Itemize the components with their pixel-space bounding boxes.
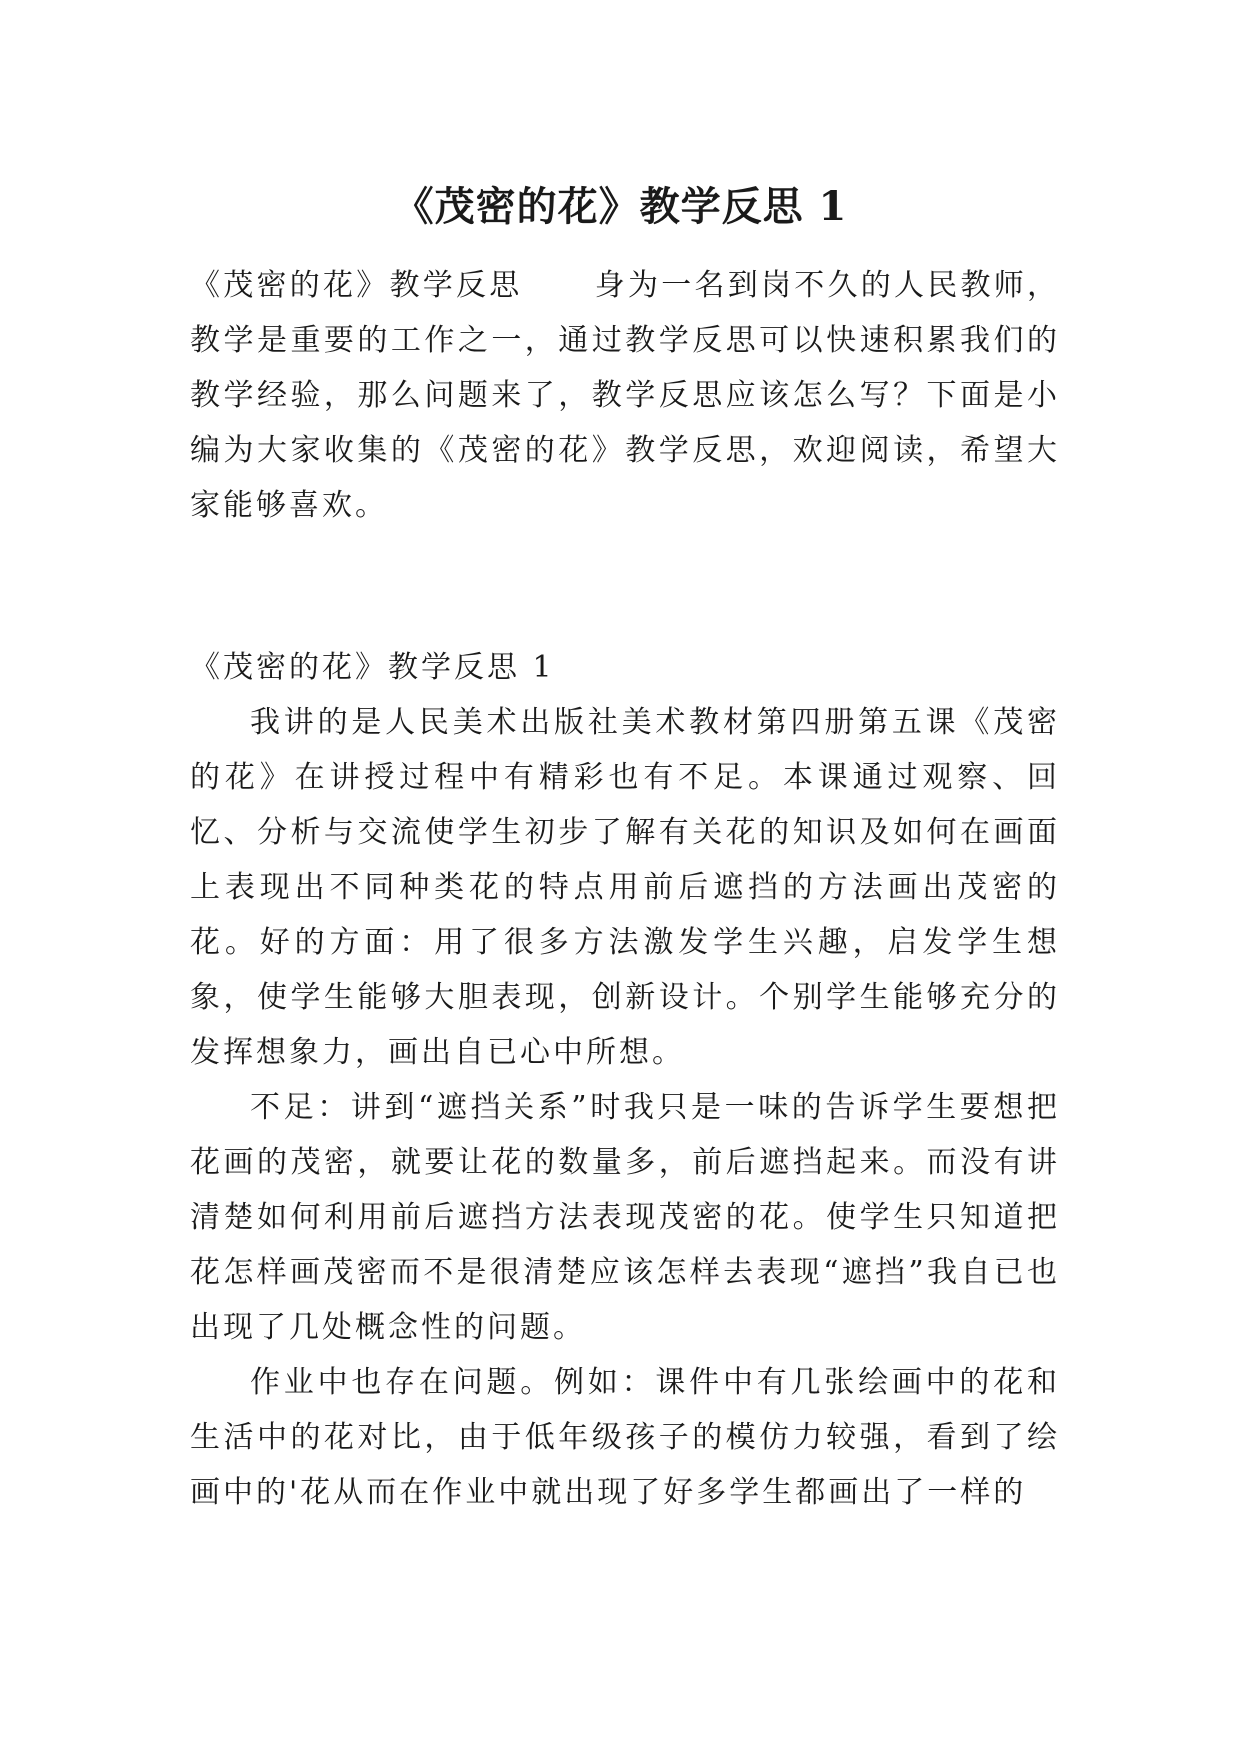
section-paragraph: 我讲的是人民美术出版社美术教材第四册第五课《茂密的花》在讲授过程中有精彩也有不足。本课通过观察、回忆、分析与交流使学生初步了解有关花的知识及如何在画面上表现出不同种类花的特点用前后遮挡的方法画出茂密的花。好的方面：用了很多方法激发学生兴趣，启发学生想象，使学生能够大胆表现，创新设计。个别学生能够充分的发挥想象力，画出自已心中所想。	[190, 705, 1060, 1070]
section-paragraph: 不足：讲到“遮挡关系”时我只是一味的告诉学生要想把花画的茂密，就要让花的数量多，前后遮挡起来。而没有讲清楚如何利用前后遮挡方法表现茂密的花。使学生只知道把花怎样画茂密而不是很清楚应该怎样去表现“遮挡”我自已也出现了几处概念性的问题。	[190, 1090, 1060, 1345]
section-block	[190, 640, 1060, 1520]
section-paragraph: 作业中也存在问题。例如：课件中有几张绘画中的花和生活中的花对比，由于低年级孩子的模仿力较强，看到了绘画中的'花从而在作业中就出现了好多学生都画出了一样的	[190, 1365, 1060, 1510]
intro-block	[190, 258, 1060, 533]
intro-paragraph	[190, 258, 1060, 533]
intro-text: 身为一名到岗不久的人民教师，教学是重要的工作之一，通过教学反思可以快速积累我们的教学经验，那么问题来了，教学反思应该怎么写？下面是小编为大家收集的《茂密的花》教学反思，欢迎阅读，希望大家能够喜欢。	[190, 268, 1060, 523]
intro-lead: 《茂密的花》教学反思	[190, 268, 523, 303]
document-title: 《茂密的花》教学反思 1	[393, 182, 848, 230]
section-heading: 《茂密的花》教学反思 1	[190, 650, 555, 685]
